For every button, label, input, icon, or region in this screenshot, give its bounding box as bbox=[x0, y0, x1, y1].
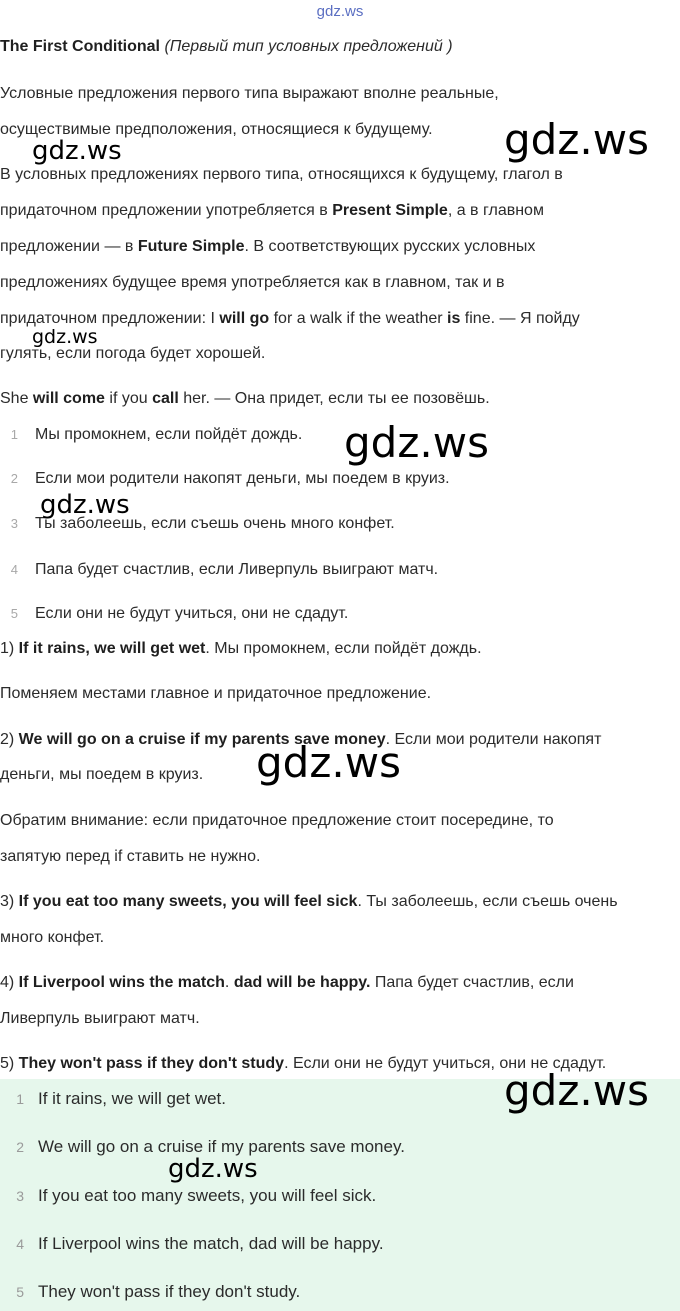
solution-number: 2) bbox=[0, 731, 19, 748]
item-number: 5 bbox=[16, 1284, 24, 1300]
example-line bbox=[0, 389, 490, 409]
answer-item bbox=[0, 1185, 376, 1207]
task-item bbox=[0, 604, 348, 624]
text: придаточном предложении: I bbox=[0, 310, 220, 327]
solution-line: много конфет. bbox=[0, 929, 105, 946]
solution-answer: dad will be happy. bbox=[233, 974, 371, 991]
item-text: If Liverpool wins the match, dad will be happy. bbox=[38, 1234, 384, 1253]
bold-phrase: call bbox=[152, 390, 179, 407]
watermark: gdz.ws bbox=[344, 418, 489, 467]
solution-translation: . Если они не будут учиться, они не сдадут. bbox=[284, 1055, 607, 1072]
solution-translation: . Ты заболеешь, если съешь очень bbox=[357, 893, 618, 910]
item-text: Мы промокнем, если пойдёт дождь. bbox=[35, 426, 303, 443]
watermark: gdz.ws bbox=[32, 136, 122, 166]
solution-note: запятую перед if ставить не нужно. bbox=[0, 848, 261, 865]
term-present-simple: Present Simple bbox=[332, 202, 448, 219]
term-future-simple: Future Simple bbox=[137, 238, 245, 255]
text: , а в главном bbox=[447, 202, 544, 219]
item-text: If you eat too many sweets, you will feel sick. bbox=[38, 1186, 377, 1205]
watermark: gdz.ws bbox=[32, 326, 98, 348]
header-watermark[interactable]: gdz.ws bbox=[316, 3, 364, 20]
theory-line: предложениях будущее время употребляется как в главном, так и в bbox=[0, 274, 505, 291]
solution-translation: . Если мои родители накопят bbox=[385, 731, 602, 748]
solution-answer: If you eat too many sweets, you will feel sick bbox=[18, 893, 358, 910]
theory-line bbox=[0, 201, 544, 221]
solution-answer: They won't pass if they don't study bbox=[18, 1055, 285, 1072]
answer-item bbox=[0, 1088, 226, 1110]
item-number: 1 bbox=[10, 427, 18, 442]
item-text: Ты заболеешь, если съешь очень много конфет. bbox=[35, 515, 395, 532]
text: She bbox=[0, 390, 33, 407]
text: . В соответствующих русских условных bbox=[244, 238, 536, 255]
watermark: gdz.ws bbox=[504, 115, 649, 164]
task-item bbox=[0, 560, 438, 580]
answer-item bbox=[0, 1281, 300, 1303]
text: fine. — Я пойду bbox=[460, 310, 580, 327]
item-text: We will go on a cruise if my parents save money. bbox=[38, 1137, 405, 1156]
solution-number: 3) bbox=[0, 893, 19, 910]
solution-number: 5) bbox=[0, 1055, 19, 1072]
item-number: 3 bbox=[10, 516, 18, 531]
text: her. — Она придет, если ты ее позовёшь. bbox=[178, 390, 490, 407]
solution-line: Ливерпуль выиграют матч. bbox=[0, 1010, 200, 1027]
solution-number: 4) bbox=[0, 974, 19, 991]
text: . bbox=[224, 974, 234, 991]
solution-answer: We will go on a cruise if my parents save money bbox=[18, 731, 386, 748]
watermark: gdz.ws bbox=[504, 1066, 649, 1115]
solution-answer: If Liverpool wins the match bbox=[18, 974, 225, 991]
text: for a walk if the weather bbox=[269, 310, 448, 327]
bold-phrase: will go bbox=[219, 310, 270, 327]
item-text: If it rains, we will get wet. bbox=[38, 1089, 227, 1108]
item-number: 2 bbox=[10, 471, 18, 486]
item-text: Если они не будут учиться, они не сдадут. bbox=[35, 605, 349, 622]
solution-number: 1) bbox=[0, 640, 19, 657]
text: предложении — в bbox=[0, 238, 138, 255]
bold-phrase: is bbox=[447, 310, 461, 327]
watermark: gdz.ws bbox=[256, 738, 401, 787]
solution-line: деньги, мы поедем в круиз. bbox=[0, 766, 204, 783]
item-text: Если мои родители накопят деньги, мы поедем в круиз. bbox=[35, 470, 450, 487]
item-number: 4 bbox=[10, 562, 18, 577]
item-number: 4 bbox=[16, 1236, 24, 1252]
item-text: They won't pass if they don't study. bbox=[38, 1282, 301, 1301]
text: придаточном предложении употребляется в bbox=[0, 202, 333, 219]
solution-translation: . Мы промокнем, если пойдёт дождь. bbox=[205, 640, 482, 657]
theory-line: Условные предложения первого типа выражают вполне реальные, bbox=[0, 85, 499, 102]
theory-line bbox=[0, 237, 535, 257]
solution-line bbox=[0, 639, 482, 659]
title-bold: The First Conditional bbox=[0, 38, 160, 55]
solution-note: Поменяем местами главное и придаточное предложение. bbox=[0, 685, 432, 702]
theory-line: В условных предложениях первого типа, относящихся к будущему, глагол в bbox=[0, 166, 563, 183]
item-number: 3 bbox=[16, 1188, 24, 1204]
answer-item bbox=[0, 1233, 384, 1255]
bold-phrase: will come bbox=[32, 390, 105, 407]
solution-line bbox=[0, 973, 574, 993]
task-item bbox=[0, 425, 302, 445]
title-italic: (Первый тип условных предложений ) bbox=[164, 38, 453, 55]
item-number: 5 bbox=[10, 606, 18, 621]
solution-translation: Папа будет счастлив, если bbox=[370, 974, 574, 991]
item-number: 2 bbox=[16, 1139, 24, 1155]
watermark: gdz.ws bbox=[40, 490, 130, 520]
item-number: 1 bbox=[16, 1091, 24, 1107]
solution-note: Обратим внимание: если придаточное предложение стоит посередине, то bbox=[0, 812, 554, 829]
solution-line bbox=[0, 892, 618, 912]
page-title bbox=[0, 38, 453, 56]
task-item bbox=[0, 469, 450, 489]
theory-line: гулять, если погода будет хорошей. bbox=[0, 345, 266, 362]
watermark: gdz.ws bbox=[168, 1154, 258, 1184]
solution-answer: If it rains, we will get wet bbox=[18, 640, 206, 657]
theory-line: осуществимые предположения, относящиеся к будущему. bbox=[0, 121, 433, 138]
item-text: Папа будет счастлив, если Ливерпуль выиграют матч. bbox=[35, 561, 439, 578]
text: if you bbox=[104, 390, 153, 407]
